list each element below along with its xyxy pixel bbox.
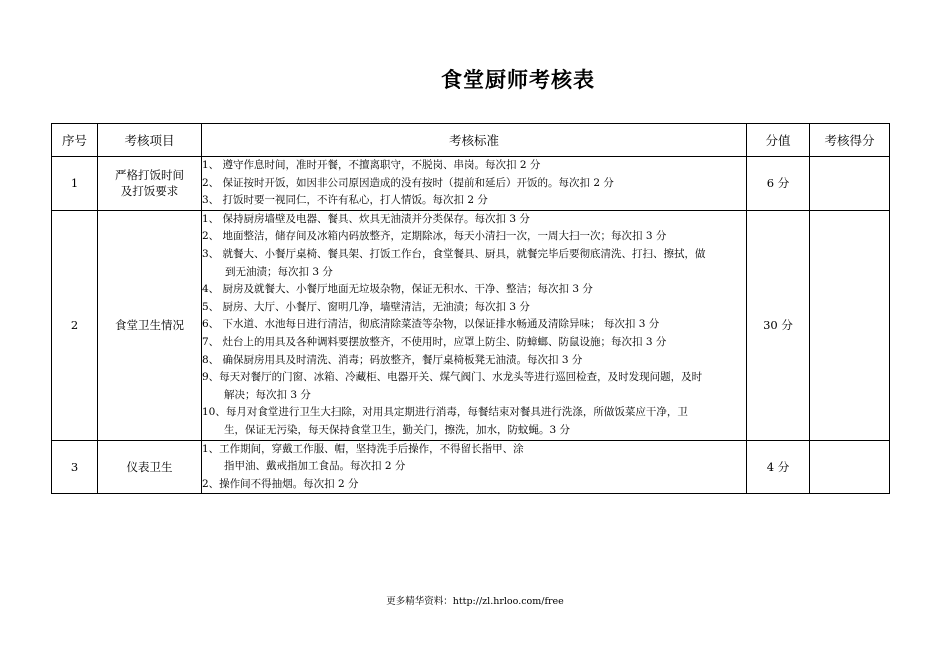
standard-line: 1、 遵守作息时间，准时开餐，不擅离职守，不脱岗、串岗。每次扣 2 分: [202, 159, 541, 171]
footer-link[interactable]: 更多精华资料：http://zl.hrloo.com/free: [386, 596, 564, 607]
row-standard: [202, 210, 747, 440]
standard-line: 1、工作期间，穿戴工作服、帽，坚持洗手后操作，不得留长指甲、涂: [202, 442, 524, 455]
standard-line: 到无油渍；每次扣 3 分: [225, 265, 333, 278]
standard-line: 3、 就餐大、小餐厅桌椅、餐具架、打饭工作台，食堂餐具、厨具，就餐完毕后要彻底清洗、打扫、擦拭，做: [202, 247, 706, 260]
row-seq: 3: [52, 440, 98, 494]
header-item: 考核项目: [98, 124, 202, 157]
row-points: 30 分: [747, 210, 810, 440]
row-item-line: 严格打饭时间: [115, 168, 184, 183]
row-standard: [202, 440, 747, 494]
table-row: [52, 210, 890, 440]
row-item: 仪表卫生: [98, 440, 202, 494]
header-score: 考核得分: [810, 124, 890, 157]
standard-line: 2、操作间不得抽烟。每次扣 2 分: [202, 477, 359, 490]
page-title: 食堂厨师考核表: [441, 67, 595, 92]
standard-line: 4、 厨房及就餐大、小餐厅地面无垃圾杂物，保证无积水、干净、整洁；每次扣 3 分: [202, 283, 593, 296]
table-row: [52, 440, 890, 494]
standard-line: 10、每月对食堂进行卫生大扫除，对用具定期进行消毒，每餐结束对餐具进行洗涤，所做饭菜应干净，卫: [202, 406, 688, 419]
header-points: 分值: [747, 124, 810, 157]
header-row: [52, 124, 890, 157]
standard-line: 3、 打饭时要一视同仁，不许有私心，打人情饭。每次扣 2 分: [202, 194, 488, 207]
header-standard: 考核标准: [202, 124, 747, 157]
header-seq: 序号: [52, 124, 98, 157]
standard-line: 9、每天对餐厅的门窗、冰箱、冷藏柜、电器开关、煤气阀门、水龙头等进行巡回检查，及时发现问题，及时: [202, 371, 703, 384]
row-seq: 1: [52, 157, 98, 211]
row-standard: [202, 157, 747, 211]
row-seq: 2: [52, 210, 98, 440]
standard-line: 指甲油、戴戒指加工食品。每次扣 2 分: [224, 460, 406, 473]
row-score-cell[interactable]: [810, 157, 890, 211]
standard-line: 7、 灶台上的用具及各种调料要摆放整齐，不使用时，应罩上防尘、防蟑螂、防鼠设施；每次扣 3 分: [202, 335, 667, 348]
standard-line: 6、 下水道、水池每日进行清洁，彻底清除菜渣等杂物，以保证排水畅通及清除异味； 每次扣 3 分: [202, 318, 660, 331]
row-item-line: 及打饭要求: [120, 184, 179, 199]
standard-line: 5、 厨房、大厅、小餐厅、窗明几净，墙壁清洁，无油渍；每次扣 3 分: [202, 300, 530, 313]
row-score-cell[interactable]: [810, 210, 890, 440]
standard-line: 2、 保证按时开饭，如因非公司原因造成的没有按时（提前和延后）开饭的。每次扣 2 分: [202, 176, 614, 189]
row-points: 6 分: [747, 157, 810, 211]
table-row: [52, 157, 890, 211]
standard-line: 1、 保持厨房墙壁及电器、餐具、炊具无油渍并分类保存。每次扣 3 分: [202, 212, 530, 225]
row-score-cell[interactable]: [810, 440, 890, 494]
row-item: 食堂卫生情况: [98, 210, 202, 440]
standard-line: 生，保证无污染，每天保持食堂卫生，勤关门，擦洗，加水，防蚊蝇。3 分: [224, 423, 571, 436]
standard-line: 2、 地面整洁，储存间及冰箱内码放整齐，定期除冰，每天小清扫一次，一周大扫一次；每次扣 3 分: [202, 230, 667, 243]
standard-line: 8、 确保厨房用具及时清洗、消毒；码放整齐，餐厅桌椅板凳无油渍。每次扣 3 分: [202, 353, 583, 366]
row-item: [98, 157, 202, 211]
row-points: 4 分: [747, 440, 810, 494]
standard-line: 解决；每次扣 3 分: [224, 388, 311, 401]
assessment-table: [51, 123, 890, 494]
